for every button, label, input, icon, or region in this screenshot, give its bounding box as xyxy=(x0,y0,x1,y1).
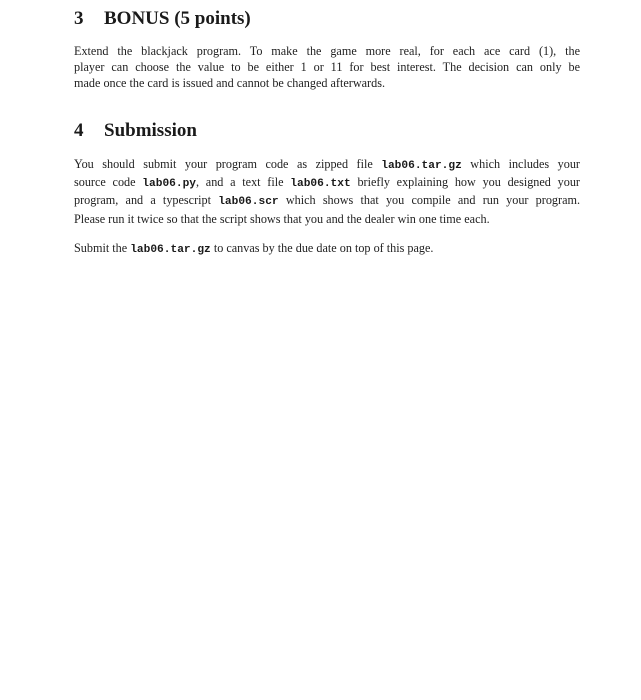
text-run: which shows that you compile and run your program. xyxy=(278,193,581,208)
paragraph-line: Extend the blackjack program. To make the game more real, for each ace card (1), the xyxy=(74,44,580,58)
code-filename: lab06.tar.gz xyxy=(381,160,462,172)
text-run: which includes your xyxy=(461,157,580,171)
paragraph-line: Please run it twice so that the script shows that you and the dealer win one time each. xyxy=(74,211,490,226)
text-run: You should submit your program code as zipped file xyxy=(74,157,382,171)
paragraph-line: player can choose the value to be either 1 or 11 for best interest. The decision can only be xyxy=(74,60,580,75)
section-number: 3 xyxy=(74,8,84,29)
code-filename: lab06.scr xyxy=(218,196,279,209)
paragraph-line: made once the card is issued and cannot be changed afterwards. xyxy=(74,76,385,91)
text-run: to canvas by the due date on top of this page. xyxy=(210,241,434,255)
bonus-paragraph xyxy=(74,43,580,92)
submission-paragraph xyxy=(74,156,580,227)
code-filename: lab06.txt xyxy=(290,178,351,191)
section-heading-bonus xyxy=(74,8,251,30)
paragraph-line xyxy=(74,174,580,192)
code-filename: lab06.tar.gz xyxy=(130,244,211,256)
section-number: 4 xyxy=(74,120,84,141)
paragraph-line xyxy=(74,192,580,210)
text-run: Submit the xyxy=(74,241,131,255)
text-run: program, and a typescript xyxy=(74,193,219,208)
section-title: Submission xyxy=(104,120,197,141)
section-heading-submission xyxy=(74,120,197,142)
text-run: , and a text file xyxy=(196,175,291,190)
code-filename: lab06.py xyxy=(142,178,197,191)
submission-instruction xyxy=(74,240,580,258)
text-run: source code xyxy=(74,175,143,190)
paragraph-line xyxy=(74,156,580,174)
text-run: briefly explaining how you designed your xyxy=(350,175,580,190)
section-title: BONUS (5 points) xyxy=(104,8,251,29)
paragraph-line xyxy=(74,240,580,258)
